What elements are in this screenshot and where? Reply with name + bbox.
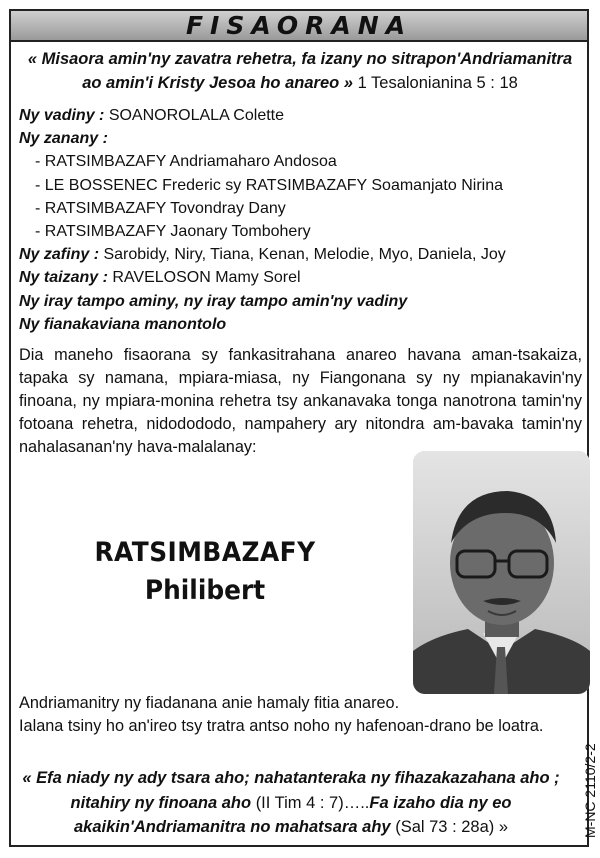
child-item: - RATSIMBAZAFY Jaonary Tombohery — [35, 223, 311, 241]
closing-line-2: Ialana tsiny ho an'ireo tsy tratra antso noho ny hafenoan-drano be loatra. — [19, 717, 544, 735]
deceased-name — [60, 535, 350, 611]
thanks-paragraph: Dia maneho fisaorana sy fankasitrahana anareo havana aman-tsakaiza, tapaka sy namana, mpiara-miasa, ny Fiangonana sy ny mpianakavin'ny finoana, ny mpiara-monina rehetra tsy ankanavaka tonga nanotrona tamin'ny fotoana rehetra, nidodododo, nampahery ary nitondra am-bavaka tamin'ny nahalasanan'ny hava-malalanay: — [19, 346, 582, 456]
top-verse-quote: « Misaora amin'ny zavatra rehetra, fa izany no sitrapon'Andriamanitra ao amin'i Kristy Jesoa ho anareo » — [27, 50, 573, 92]
child-item: - LE BOSSENEC Frederic sy RATSIMBAZAFY Soamanjato Nirina — [35, 176, 503, 194]
children-label: Ny zanany : — [19, 130, 108, 148]
bottom-verse-ref-b: (Sal 73 : 28a) » — [395, 818, 509, 836]
spouse-name: SOANOROLALA Colette — [108, 107, 284, 124]
closing-line-1: Andriamanitry ny fiadanana anie hamaly fitia anareo. — [19, 694, 400, 712]
child-item: - RATSIMBAZAFY Andriamaharo Andosoa — [35, 153, 337, 171]
bottom-verse-quote-b: Fa izaho dia ny eo akaikin'Andriamanitra no mahatsara ahy — [73, 793, 512, 836]
spouse-row — [19, 104, 579, 127]
sibling-label: Ny taizany : — [19, 269, 108, 287]
grandchildren-label: Ny zafiny : — [19, 246, 100, 264]
bottom-verse-quote-a: « Efa niady ny ady tsara aho; nahatanteraka ny fihazakazahana aho ; nitahiry ny finoana aho — [22, 769, 560, 812]
relatives-line: Ny iray tampo aminy, ny iray tampo amin'ny vadiny — [19, 292, 408, 310]
closing-lines — [19, 692, 579, 738]
notice-title: FISAORANA — [185, 11, 413, 40]
bottom-verse — [22, 766, 560, 840]
notice-header — [9, 9, 589, 42]
sibling-name: RAVELOSON Mamy Sorel — [112, 269, 301, 287]
deceased-portrait — [413, 451, 590, 694]
grandchildren-names: Sarobidy, Niry, Tiana, Kenan, Melodie, Myo, Daniela, Joy — [103, 246, 506, 264]
top-verse-reference: 1 Tesalonianina 5 : 18 — [357, 74, 518, 92]
family-list — [19, 104, 579, 336]
reference-code: M-NC 2110/2-2 — [582, 743, 598, 838]
extended-family-line: Ny fianakaviana manontolo — [19, 315, 227, 333]
bottom-verse-ref-a: (II Tim 4 : 7)….. — [255, 793, 370, 812]
top-verse — [20, 47, 580, 95]
spouse-label: Ny vadiny : — [19, 107, 105, 124]
portrait-illustration — [413, 451, 590, 694]
deceased-surname: RATSIMBAZAFY — [94, 537, 316, 568]
child-item: - RATSIMBAZAFY Tovondray Dany — [35, 199, 286, 217]
sibling-row — [19, 266, 579, 289]
grandchildren-row — [19, 243, 579, 266]
deceased-given-name: Philibert — [144, 575, 266, 606]
